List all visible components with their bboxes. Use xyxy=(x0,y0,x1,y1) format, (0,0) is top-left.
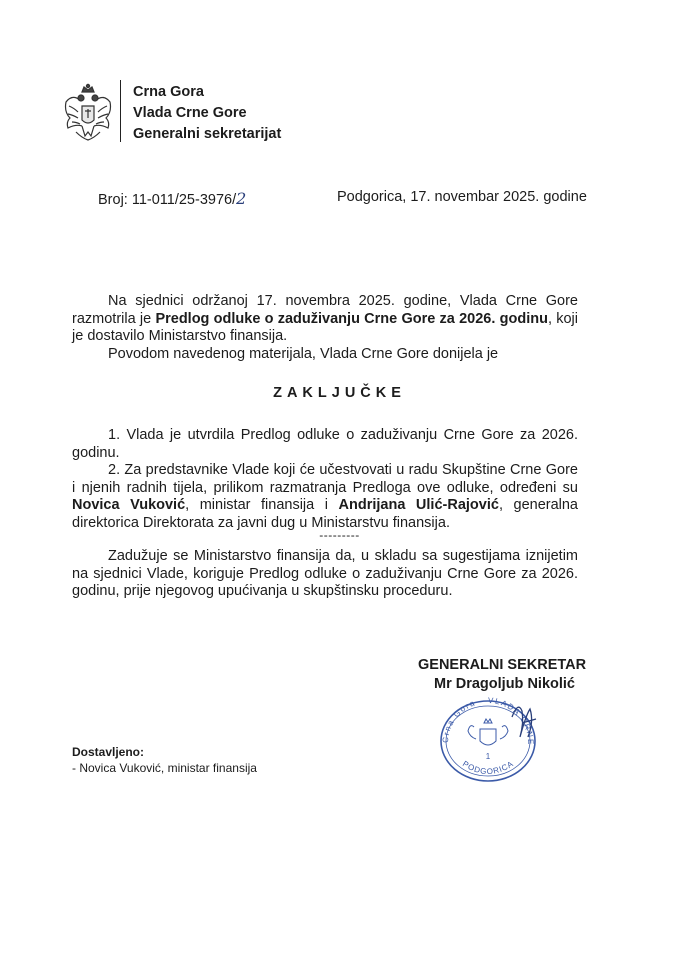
header-divider xyxy=(120,80,121,142)
header-country: Crna Gora xyxy=(133,84,204,100)
representative-1-name: Novica Vuković xyxy=(72,497,186,513)
official-stamp xyxy=(426,693,548,783)
coat-of-arms-emblem xyxy=(62,82,114,144)
stamp-number: 1 xyxy=(485,752,491,761)
signatory-name: Mr Dragoljub Nikolić xyxy=(434,676,575,692)
conclusion-2-text-c: , generalna direktorica Direktorata za javni dug u Ministarstvu finansija. xyxy=(72,497,579,531)
decision-title: Predlog odluke o zaduživanju Crne Gore za 2026. godinu xyxy=(155,310,548,327)
conclusion-2-text-b: , ministar finansija i xyxy=(185,497,339,513)
document-number-handwritten: 2 xyxy=(236,189,247,208)
conclusion-1: 1. Vlada je utvrdila Predlog odluke o zaduživanju Crne Gore za 2026. godinu. xyxy=(72,427,578,461)
intro-paragraph-2: Povodom navedenog materijala, Vlada Crne Gore donijela je xyxy=(108,346,499,362)
representative-2-name: Andrijana Ulić-Rajović xyxy=(338,497,499,513)
intro-text-a: Na sjednici održanoj 17. novembra 2025. godine, Vlada Crne Gore razmotrila je xyxy=(72,293,578,327)
intro-paragraph xyxy=(72,293,578,346)
closing-paragraph: Zadužuje se Ministarstvo finansija da, u skladu sa sugestijama iznijetim na sjednici Vlade, koriguje Predlog odluke o zaduživanju Crne Gore za 2026. godinu, prije njegovog upućivanja u skupštinsku proceduru. xyxy=(72,548,578,599)
place-date: Podgorica, 17. novembar 2025. godine xyxy=(337,189,587,205)
header-secretariat: Generalni sekretarijat xyxy=(133,126,282,142)
intro-text-b: , koji je dostavilo Ministarstvo finansija. xyxy=(72,310,578,344)
signatory-title: GENERALNI SEKRETAR xyxy=(418,657,587,673)
stamp-top-text: Crna Gora · VLADA CRNE xyxy=(440,695,536,746)
svg-text:Crna Gora · VLADA CRNE GORE xyxy=(426,693,535,746)
separator: --------- xyxy=(319,528,360,542)
document-number-label: Broj: 11-011/25-3976/ xyxy=(98,192,237,208)
document-number xyxy=(98,189,246,208)
delivery-label: Dostavljeno: xyxy=(72,745,145,759)
stamp-city: PODGORICA xyxy=(460,759,516,777)
svg-text:PODGORICA xyxy=(461,759,515,776)
conclusions-heading: ZAKLJUČKE xyxy=(273,385,406,401)
delivery-item: - Novica Vuković, ministar finansija xyxy=(72,761,257,775)
conclusion-2 xyxy=(72,462,578,532)
conclusion-2-text-a: 2. Za predstavnike Vlade koji će učestvovati u radu Skupštine Crne Gore i njenih radnih tijela, prilikom razmatranja Predloga ove odluke, određeni su xyxy=(72,462,578,496)
header-government: Vlada Crne Gore xyxy=(133,105,247,121)
